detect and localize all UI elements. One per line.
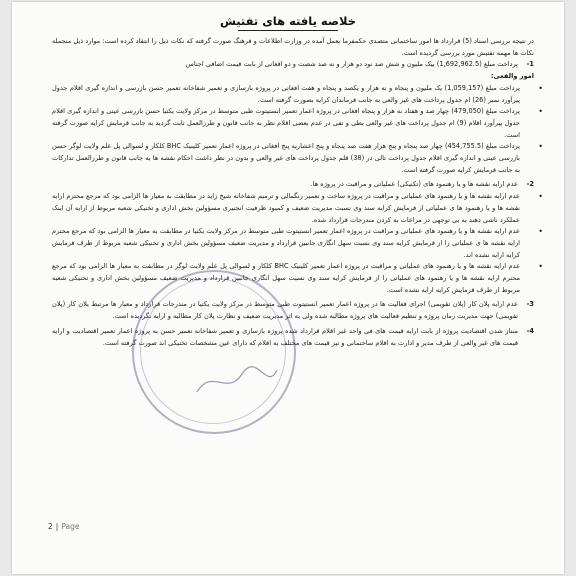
finding-2	[52, 179, 534, 191]
intro-paragraph: در نتیجه بررسی اسناد (5) قرارداد ها امور ساختمانی متصدی حکمفرما بعمل آمده در وزارت اطلاعات و فرهنگ صورت گرفته که نکات ذیل را انتقاد کرده است: موارد ذیل منجمله نکات ها مهمه تفتیش مورد بررسی گردیده است.	[52, 37, 534, 57]
finding-1-bullet-3: • پرداخت مبلغ (454,755.5) چهار صد پنجاه و پنج هزار هفت صد پنجاه و پنج اعشاریه پنج افغانی در پروژه اعمار تعمیر کلینیک BHC کلکار و لسوالی پل علم ولایت لوگر حسن بازرسی عینی و اندازه گیری اقلام جدول پرداخت تالی در (38) قلم جدول پرداخت های غیر والعی و بدون در نظر داشت احکام نقشه ها به جانب قانون و طرزالعمل تدارکات به جانب قرمایش کرایه صورت گرفته است.	[52, 141, 534, 176]
title-underline	[238, 30, 338, 31]
page-number: 2	[48, 522, 53, 531]
finding-4	[52, 326, 534, 349]
finding-3-number: 3-	[526, 300, 534, 309]
finding-4-number: 4-	[526, 326, 534, 335]
finding-1-text: پرداخت مبلغ (1,692,962.5) بیک ملیون و شش صد نود دو هزار و نه صد شصت و دو افغانی از بابت قیمت اضافی اجناس	[185, 60, 518, 69]
page-label: Page	[61, 522, 80, 531]
document-title: خلاصه یافته های تفتیش	[219, 14, 357, 28]
finding-1-number: 1-	[526, 60, 534, 69]
finding-1-bullet-2: • پرداخت مبلغ (479,050) چهار صد و هفتاد نه هزار و پنجاه افغانی در پروژه اعمار تعمیر انستیتوت طبی متوسط در مرکز ولایت یکتیا حسن بازرسی عینی و اندازه گیری اقلام جدول پیرآورد اقلام (9) ام جدول پرداخت های غیر والعی بطی و تفی در عدم بعضی اقلام نظر به جانب قانون و طرزالعمل ثابت گردید به جانب قرمایش کرایه صورت گرفته است.	[52, 106, 534, 141]
document-body	[52, 36, 534, 534]
finding-1-bullet-1: • پرداخت مبلغ (1,059,157) یک ملیون و پنجاه و نه هزار و یکصد و پنجاه و هفت افغانی در پروژه بازسازی و تعمیر شفاخانه تعمیر حسن بازرسی و اندازه گیری اقلام جدول پیرآورد نمبر (26) ام جدول پرداخت های غیر والعی به جانب قرماندان کرایه بصورت گرفته است.	[52, 83, 534, 106]
finding-2-number: 2-	[526, 180, 534, 189]
finding-2-bullet-1: • عدم ارایه نقشه ها و یا رهنمود های عملیاتی و مراقبت در پروژه ساخت و تعمیر رنگمالی و ترمیم شفاخانه شیخ زاید در مطابقت به معیار ها الزامی بود که مرجع محترم ارایه نقشه ها و یا رهنمود ها ی عملیاتی از قرمایش کرایه سند وی نسبت مدیریت ضعیف و کمبود ظرفیت انجنیری مسؤولین بخش اداری و تخنیکی شعبه مربوط از ارایه آن اینک عملکرد ناشی دهند به بی توجهی در مراعات به کردن مندرجات قرارداد شده.	[52, 191, 534, 226]
finding-2-bullet-2: • عدم ارایه نقشه ها و یا رهنمود های عملیاتی و مراقبت در پروژه اعمار تعمیر انستیتوت طبی متوسط در مرکز ولایت یکتیا در مطابقت به معیار ها الزامی بود که مرجع محترم ارایه نقشه ها ی عملیاتی را از قرمایش کرایه سند وی نسبت سهل انگاری جانبین قرارداد و مدیریت ضعیف مسؤولین بخش اداری و تخنیکی شعبه مربوط از ظرف قرمایش کرایه ارایه نشده اند.	[52, 226, 534, 261]
finding-1-subheading: امور والفعی:	[490, 72, 534, 81]
document-page	[12, 2, 564, 574]
finding-4-text: منتاز شدن اقتصادیت پروژه از بابت ارایه قیمت های فی واحد غیر اقلام قرارداد شده پروژه بازسازی و تعمیر شفاخانه تعمیر حسن به پروژه اعمار تعمیر اقتصادیت و ارایه قیمت های غیر والعی از طرف مدیر و ادارت به اقلام ساختمانی و نیز قیمت های مختلف به اقلام که دارای عین مشخصات تخنیکی اند صورت گرفته است.	[52, 326, 518, 347]
finding-3	[52, 299, 534, 322]
finding-1	[52, 59, 534, 71]
page-footer: 2 | Page	[48, 522, 80, 531]
finding-2-text: عدم ارایه نقشه ها و یا رهنمود های (تکنیکی) عملیاتی و مراقبت در پروژه ها.	[310, 180, 518, 189]
finding-3-text: عدم ارایه پلان کار (پلان تقویمی) اجرای فعالیت ها در پروژه اعمار تعمیر انستیتوت طبی متوسط در مرکز ولایت یکتیا در مندرجات قرارداد و معیار ها مرتبط پلان کار (پلان تقویمی) جهت مدیریت زمان پروژه و تنظیم فعالیت های پروژه مطالبه شده ولی به اثر مدیریت ضعیف و نظارت پلان کار مطالبه و ارایه نگردیده است.	[52, 300, 518, 321]
finding-2-bullet-3: • عدم ارایه نقشه ها و یا رهنمود های عملیاتی و مراقبت در پروژه اعمار تعمیر کلینیک BHC کلکار و لسوالی پل علم ولایت لوگر در مطابقت به معیار ها الزامی بود که مرجع محترم ارایه نقشه ها و یا رهنمود های عملیاتی را از قرمایش کرایه سند وی نسبت سهل انگاری جانبین قرارداد و مدیریت ضعیف مسؤولین بخش اداری و تخنیکی شعبه مربوط از طرف قرمایش کرایه ارایه نشده است.	[52, 261, 534, 296]
